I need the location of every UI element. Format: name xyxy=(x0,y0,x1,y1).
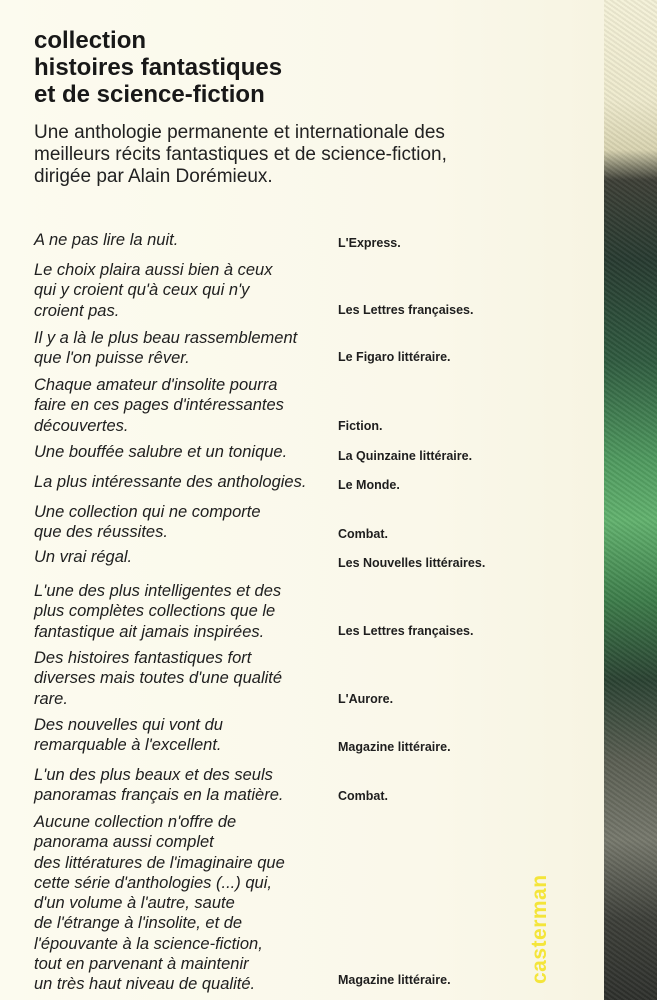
review-quote xyxy=(34,648,334,709)
publisher-logo: casterman xyxy=(528,874,551,984)
quote-line: fantastique ait jamais inspirées. xyxy=(34,622,265,641)
title-line: et de science-fiction xyxy=(34,81,265,108)
description-line: Une anthologie permanente et internationale des xyxy=(34,122,445,143)
quote-line: tout en parvenant à maintenir xyxy=(34,955,249,974)
collection-title xyxy=(34,27,594,108)
quote-line: l'épouvante à la science-fiction, xyxy=(34,934,263,953)
review-source: Le Monde. xyxy=(338,478,400,492)
quote-line: L'une des plus intelligentes et des xyxy=(34,582,282,600)
title-line: histoires fantastiques xyxy=(34,54,283,81)
review-quote xyxy=(34,812,334,995)
quote-line: Une bouffée salubre et un tonique. xyxy=(34,443,288,461)
quote-line: L'un des plus beaux et des seuls xyxy=(34,766,273,784)
quote-line: d'un volume à l'autre, saute xyxy=(34,894,235,913)
review-source: Fiction. xyxy=(338,419,383,433)
review-source: Le Figaro littéraire. xyxy=(338,350,451,364)
quote-line: que des réussites. xyxy=(34,523,168,542)
review-quote xyxy=(34,472,334,492)
review-source: Magazine littéraire. xyxy=(338,973,451,987)
description-line: meilleurs récits fantastiques et de science-fiction, xyxy=(34,144,447,165)
quote-line: cette série d'anthologies (...) qui, xyxy=(34,873,272,892)
review-source: La Quinzaine littéraire. xyxy=(338,449,473,463)
review-quote xyxy=(34,581,334,642)
review-quote xyxy=(34,547,334,567)
cover-photo-edge xyxy=(604,0,657,1000)
quote-line: Chaque amateur d'insolite pourra xyxy=(34,376,278,394)
quote-line: Il y a là le plus beau rassemblement xyxy=(34,329,298,347)
description-line: dirigée par Alain Dorémieux. xyxy=(34,166,273,187)
review-quote xyxy=(34,260,334,321)
review-quote xyxy=(34,715,334,756)
collection-description xyxy=(34,122,554,188)
quote-line: remarquable à l'excellent. xyxy=(34,736,222,755)
review-source: Les Lettres françaises. xyxy=(338,303,474,317)
quote-line: faire en ces pages d'intéressantes xyxy=(34,396,284,415)
quote-line: qui y croient qu'à ceux qui n'y xyxy=(34,281,250,300)
review-source: L'Express. xyxy=(338,236,401,250)
quote-line: panorama aussi complet xyxy=(34,833,214,852)
review-source: Combat. xyxy=(338,527,388,541)
quote-line: des littératures de l'imaginaire que xyxy=(34,853,285,872)
quote-line: croient pas. xyxy=(34,301,120,320)
review-quote xyxy=(34,502,334,543)
review-source: Les Lettres françaises. xyxy=(338,624,474,638)
review-quote xyxy=(34,765,334,806)
quote-line: découvertes. xyxy=(34,416,129,435)
quote-line: Le choix plaira aussi bien à ceux xyxy=(34,261,273,279)
quote-line: un très haut niveau de qualité. xyxy=(34,975,256,994)
quote-line: Des histoires fantastiques fort xyxy=(34,649,252,667)
quote-line: panoramas français en la matière. xyxy=(34,786,284,805)
quote-line: que l'on puisse rêver. xyxy=(34,349,190,368)
quote-line: A ne pas lire la nuit. xyxy=(34,231,179,249)
quote-line: plus complètes collections que le xyxy=(34,602,276,621)
quote-line: diverses mais toutes d'une qualité xyxy=(34,669,283,688)
quote-line: de l'étrange à l'insolite, et de xyxy=(34,914,243,933)
review-quote xyxy=(34,328,334,369)
quote-line: Aucune collection n'offre de xyxy=(34,813,237,831)
quote-line: rare. xyxy=(34,689,68,708)
title-line: collection xyxy=(34,27,147,54)
review-source: Les Nouvelles littéraires. xyxy=(338,556,486,570)
review-source: Magazine littéraire. xyxy=(338,740,451,754)
review-quote xyxy=(34,230,334,250)
review-quote xyxy=(34,442,334,462)
quote-line: Un vrai régal. xyxy=(34,548,133,566)
quote-line: Des nouvelles qui vont du xyxy=(34,716,223,734)
review-source: L'Aurore. xyxy=(338,692,394,706)
quote-line: Une collection qui ne comporte xyxy=(34,503,261,521)
review-source: Combat. xyxy=(338,789,388,803)
quote-line: La plus intéressante des anthologies. xyxy=(34,473,307,491)
review-quote xyxy=(34,375,334,436)
